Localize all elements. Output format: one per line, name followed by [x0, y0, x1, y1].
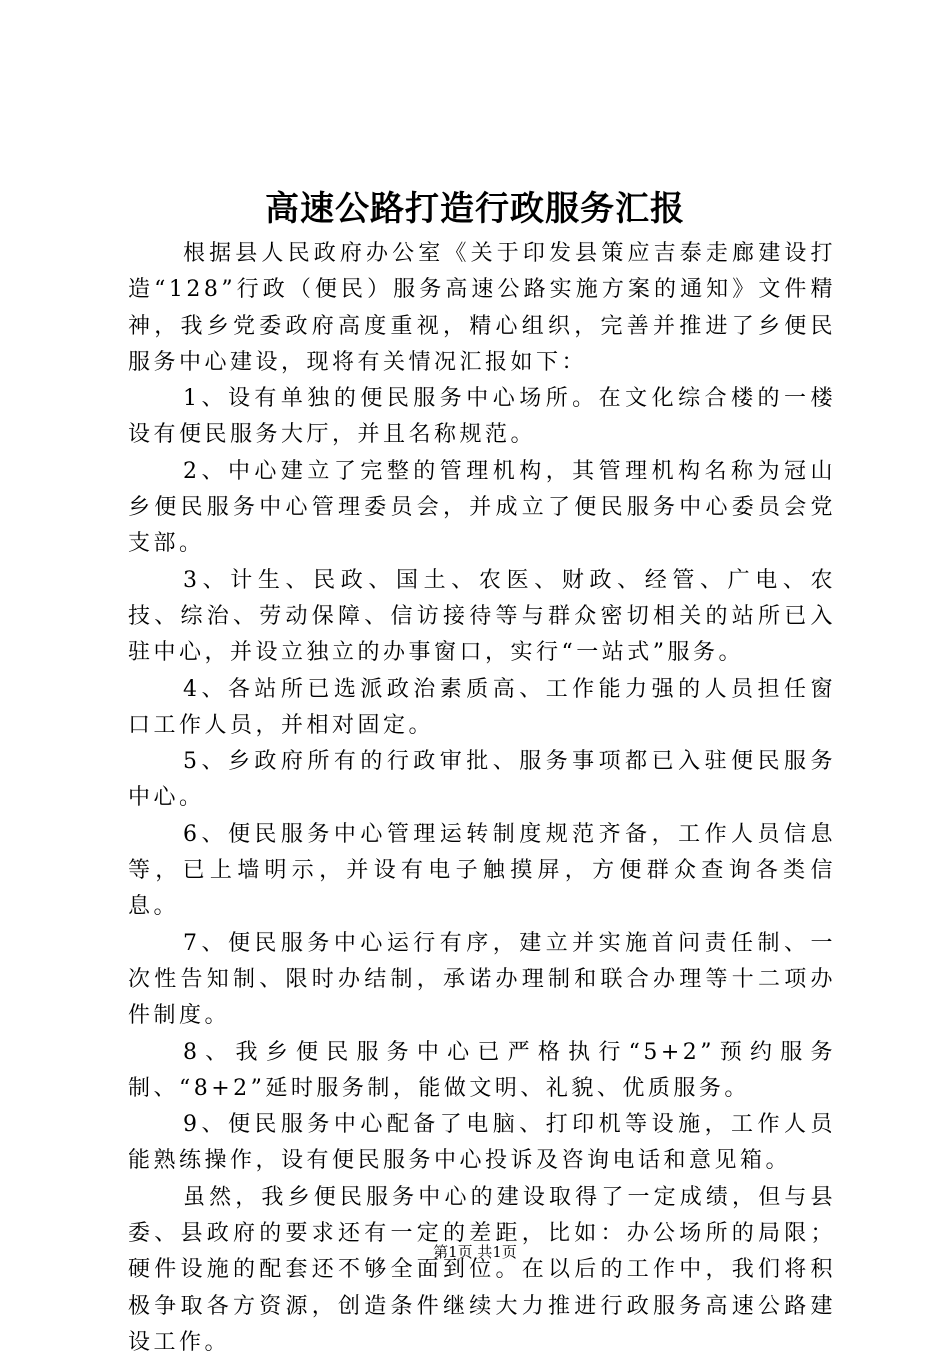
document-body: [128, 236, 836, 1361]
paragraph-item-9: 9、便民服务中心配备了电脑、打印机等设施，工作人员能熟练操作，设有便民服务中心投诉及咨询电话和意见箱。: [128, 1112, 836, 1174]
paragraph-item-7: 7、便民服务中心运行有序，建立并实施首问责任制、一次性告知制、限时办结制，承诺办理制和联合办理等十二项办件制度。: [128, 930, 836, 1029]
paragraph-item-2: 2、中心建立了完整的管理机构，其管理机构名称为冠山乡便民服务中心管理委员会，并成立了便民服务中心委员会党支部。: [128, 458, 836, 557]
document-title: 高速公路打造行政服务汇报: [265, 189, 685, 229]
paragraph-conclusion: 虽然，我乡便民服务中心的建设取得了一定成绩，但与县委、县政府的要求还有一定的差距，比如：办公场所的局限；硬件设施的配套还不够全面到位。在以后的工作中，我们将积极争取各方资源，创造条件继续大力推进行政服务高速公路建设工作。: [128, 1184, 836, 1355]
paragraph-item-3: 3、计生、民政、国土、农医、财政、经管、广电、农技、综治、劳动保障、信访接待等与群众密切相关的站所已入驻中心，并设立独立的办事窗口，实行“一站式”服务。: [128, 567, 836, 666]
page-footer: 第1页 共1页: [433, 1243, 517, 1261]
paragraph-item-6: 6、便民服务中心管理运转制度规范齐备，工作人员信息等，已上墙明示，并设有电子触摸屏，方便群众查询各类信息。: [128, 821, 836, 920]
paragraph-item-8: 8、我乡便民服务中心已严格执行“5+2”预约服务制、“8+2”延时服务制，能做文明、礼貌、优质服务。: [128, 1039, 836, 1101]
paragraph-intro: 根据县人民政府办公室《关于印发县策应吉泰走廊建设打造“128”行政（便民）服务高速公路实施方案的通知》文件精神，我乡党委政府高度重视，精心组织，完善并推进了乡便民服务中心建设，现将有关情况汇报如下：: [128, 241, 836, 375]
paragraph-item-5: 5、乡政府所有的行政审批、服务事项都已入驻便民服务中心。: [128, 749, 836, 811]
paragraph-item-1: 1、设有单独的便民服务中心场所。在文化综合楼的一楼设有便民服务大厅，并且名称规范。: [128, 386, 836, 448]
paragraph-item-4: 4、各站所已选派政治素质高、工作能力强的人员担任窗口工作人员，并相对固定。: [128, 676, 836, 738]
